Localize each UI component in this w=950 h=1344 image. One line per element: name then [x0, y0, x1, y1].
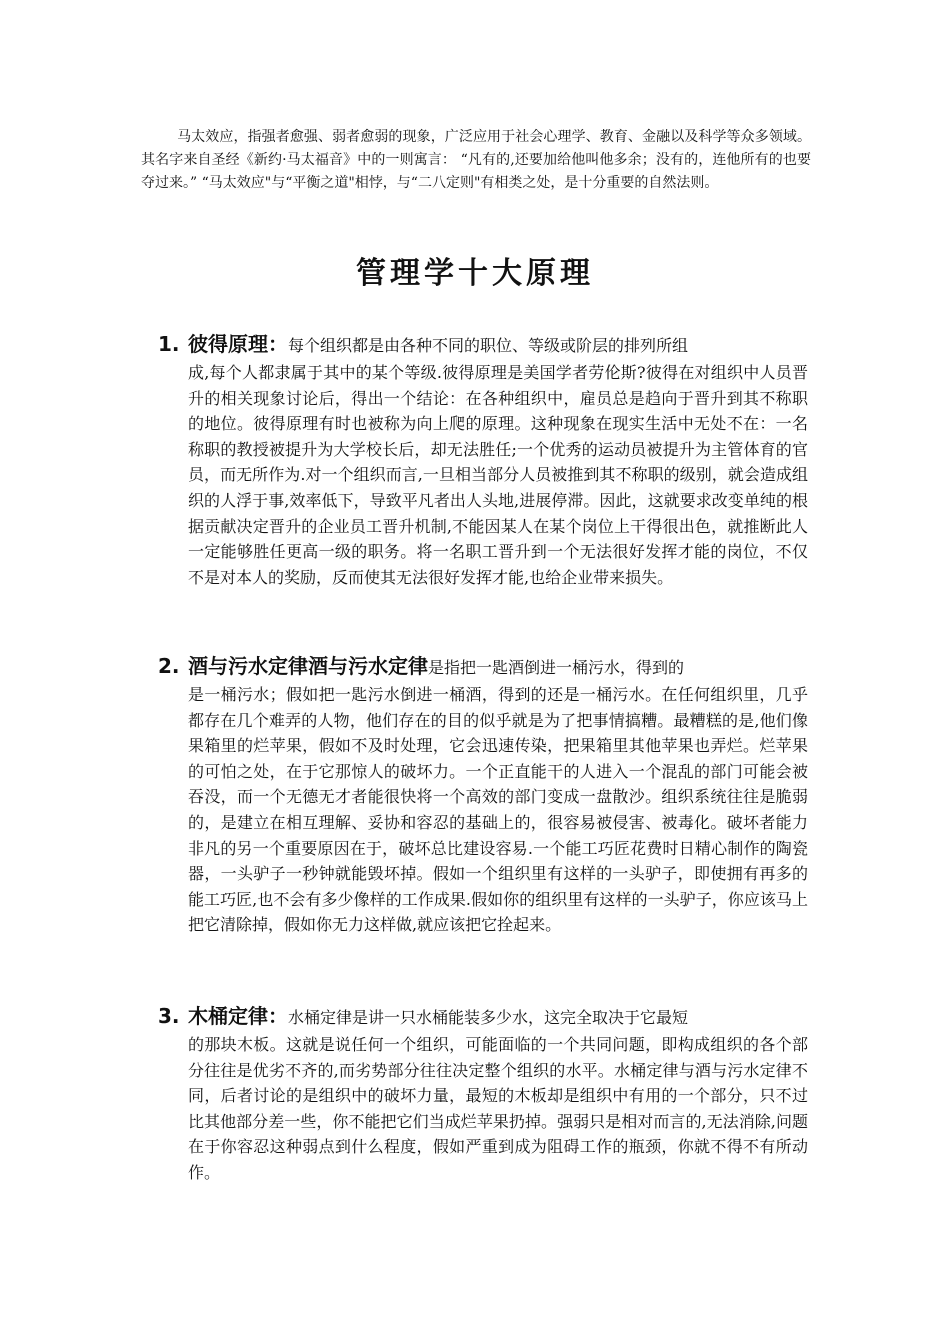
principle-title: 彼得原理：	[188, 332, 288, 356]
principle-body: 成,每个人都隶属于其中的某个等级.彼得原理是美国学者劳伦斯?彼得在对组织中人员晋升的相关现象讨论后，得出一个结论：在各种组织中，雇员总是趋向于晋升到其不称职的地位。彼得原理有时也被称为向上爬的原理。这种现象在现实生活中无处不在：一名称职的教授被提升为大学校长后，却无法胜任;一个优秀的运动员被提升为主管体育的官员，而无所作为.对一个组织而言,一旦相当部分人员被推到其不称职的级别，就会造成组织的人浮于事,效率低下，导致平凡者出人头地,进展停滞。因此，这就要求改变单纯的根据贡献决定晋升的企业员工晋升机制,不能因某人在某个岗位上干得很出色，就推断此人一定能够胜任更高一级的职务。将一名职工晋升到一个无法很好发挥才能的岗位，不仅不是对本人的奖励，反而使其无法很好发挥才能,也给企业带来损失。	[188, 363, 808, 587]
principle-heading	[158, 1002, 808, 1032]
principle-item-2	[158, 652, 808, 938]
principle-item-3	[158, 1002, 808, 1186]
principle-heading	[158, 652, 808, 682]
principle-heading	[158, 330, 808, 360]
principle-number: 2.	[158, 654, 180, 678]
principle-lead: 每个组织都是由各种不同的职位、等级或阶层的排列所组	[288, 336, 689, 355]
principle-body: 是一桶污水；假如把一匙污水倒进一桶酒，得到的还是一桶污水。在任何组织里，几乎都存在几个难弄的人物，他们存在的目的似乎就是为了把事情搞糟。最糟糕的是,他们像果箱里的烂苹果，假如不及时处理，它会迅速传染，把果箱里其他苹果也弄烂。烂苹果的可怕之处，在于它那惊人的破坏力。一个正直能干的人进入一个混乱的部门可能会被吞没，而一个无德无才者能很快将一个高效的部门变成一盘散沙。组织系统往往是脆弱的，是建立在相互理解、妥协和容忍的基础上的，很容易被侵害、被毒化。破坏者能力非凡的另一个重要原因在于，破坏总比建设容易.一个能工巧匠花费时日精心制作的陶瓷器，一头驴子一秒钟就能毁坏掉。假如一个组织里有这样的一头驴子，即使拥有再多的能工巧匠,也不会有多少像样的工作成果.假如你的组织里有这样的一头驴子，你应该马上把它清除掉，假如你无力这样做,就应该把它拴起来。	[188, 685, 808, 935]
page-title: 管理学十大原理	[356, 256, 594, 291]
intro-paragraph	[141, 126, 811, 195]
principle-title: 酒与污水定律酒与污水定律	[188, 654, 428, 678]
principle-body: 的那块木板。这就是说任何一个组织，可能面临的一个共同问题，即构成组织的各个部分往往是优劣不齐的,而劣势部分往往决定整个组织的水平。水桶定律与酒与污水定律不同，后者讨论的是组织中的破坏力量，最短的木板却是组织中有用的一个部分，只不过比其他部分差一些，你不能把它们当成烂苹果扔掉。强弱只是相对而言的,无法消除,问题在于你容忍这种弱点到什么程度，假如严重到成为阻碍工作的瓶颈，你就不得不有所动作。	[188, 1035, 808, 1182]
principle-item-1	[158, 330, 808, 590]
principle-title: 木桶定律：	[188, 1004, 288, 1028]
principle-lead: 是指把一匙酒倒进一桶污水，得到的	[428, 658, 685, 677]
intro-text: 马太效应，指强者愈强、弱者愈弱的现象，广泛应用于社会心理学、教育、金融以及科学等众多领域。其名字来自圣经《新约·马太福音》中的一则寓言： “凡有的,还要加给他叫他多余；没有的，连他所有的也要夺过来。” “马太效应"与“平衡之道"相悖，与“二八定则"有相类之处，是十分重要的自然法则。	[141, 129, 811, 191]
principle-number: 3.	[158, 1004, 180, 1028]
principle-lead: 水桶定律是讲一只水桶能装多少水，这完全取决于它最短	[288, 1008, 689, 1027]
principle-number: 1.	[158, 332, 180, 356]
